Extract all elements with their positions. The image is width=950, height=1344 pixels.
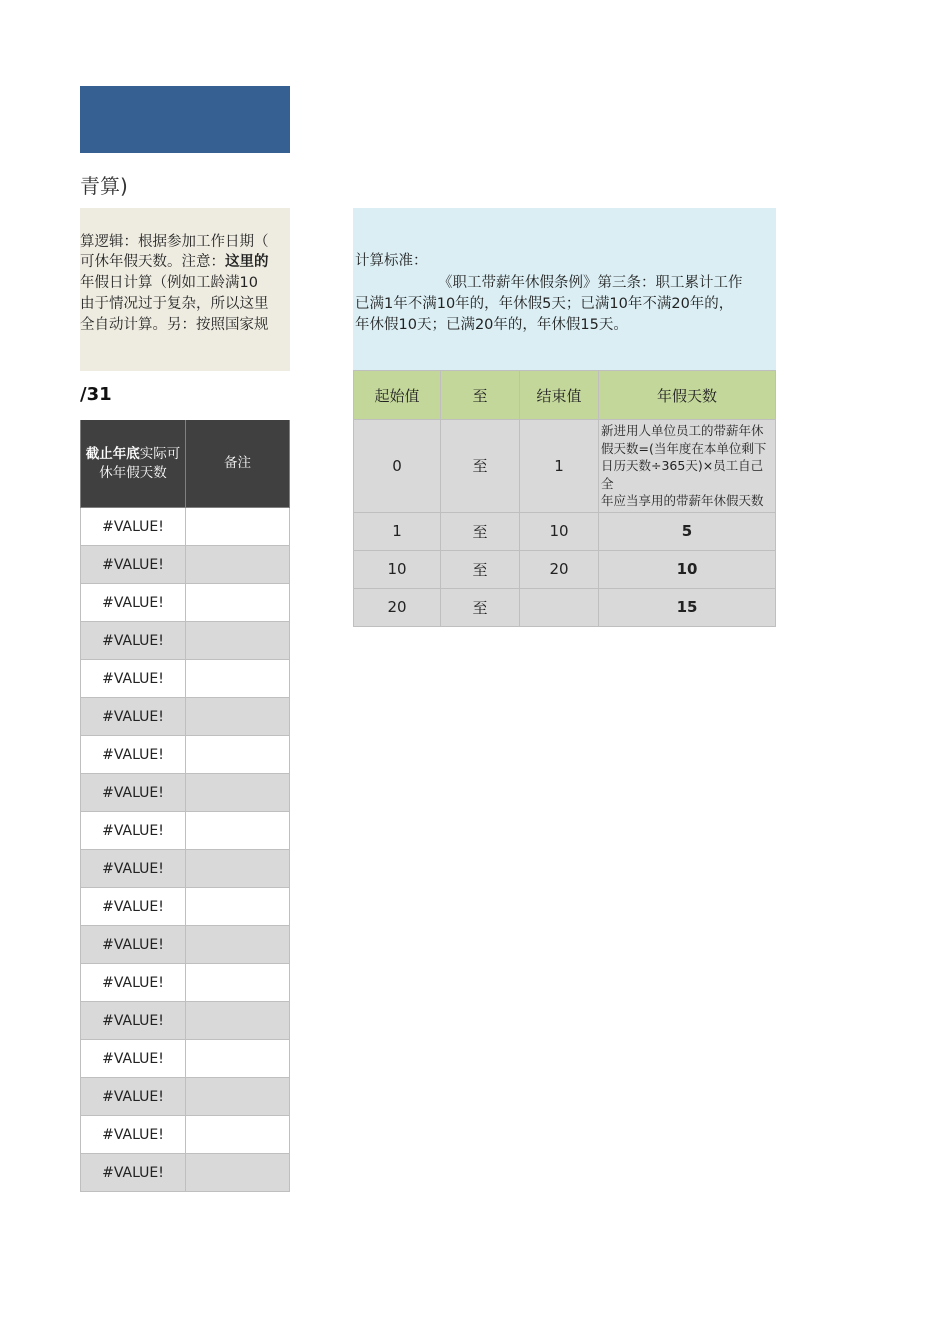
table-row bbox=[80, 546, 290, 584]
table-row bbox=[80, 888, 290, 926]
cell-actual-days[interactable]: #VALUE! bbox=[80, 1116, 186, 1154]
cell-actual-days[interactable]: #VALUE! bbox=[80, 698, 186, 736]
cell-actual-days[interactable]: #VALUE! bbox=[80, 622, 186, 660]
cell-to: 至 bbox=[441, 550, 520, 588]
cell-remarks[interactable] bbox=[186, 546, 290, 584]
cell-remarks[interactable] bbox=[186, 964, 290, 1002]
cell-actual-days[interactable]: #VALUE! bbox=[80, 1154, 186, 1192]
cell-actual-days[interactable]: #VALUE! bbox=[80, 964, 186, 1002]
logic-line-3: 年假日计算（例如工龄满10 bbox=[80, 275, 258, 291]
cell-days: 15 bbox=[599, 588, 776, 626]
logic-emphasis: 这里的 bbox=[225, 254, 269, 270]
cell-remarks[interactable] bbox=[186, 1002, 290, 1040]
page-subtitle: 青算) bbox=[80, 174, 128, 198]
cell-end: 20 bbox=[520, 550, 599, 588]
annual-leave-table bbox=[80, 420, 290, 1192]
cell-remarks[interactable] bbox=[186, 584, 290, 622]
standard-row-new-employee bbox=[354, 420, 776, 513]
cell-remarks[interactable] bbox=[186, 1154, 290, 1192]
standard-line-2: 已满1年不满10年的，年休假5天；已满10年不满20年的， bbox=[355, 296, 734, 312]
cell-start: 1 bbox=[354, 512, 441, 550]
cell-actual-days[interactable]: #VALUE! bbox=[80, 812, 186, 850]
cell-start: 10 bbox=[354, 550, 441, 588]
cell-actual-days[interactable]: #VALUE! bbox=[80, 850, 186, 888]
calculation-standard-note bbox=[353, 208, 776, 370]
calculation-logic-note bbox=[80, 208, 290, 371]
date-fragment: /31 bbox=[80, 384, 112, 405]
cell-actual-days[interactable]: #VALUE! bbox=[80, 736, 186, 774]
table-row bbox=[80, 1116, 290, 1154]
table-row bbox=[80, 850, 290, 888]
cell-actual-days[interactable]: #VALUE! bbox=[80, 1002, 186, 1040]
header-to: 至 bbox=[441, 371, 520, 420]
standard-row bbox=[354, 550, 776, 588]
cell-new-employee-formula: 新进用人单位员工的带薪年休 假天数=(当年度在本单位剩下 日历天数÷365天)×员工自己全 年应当享用的带薪年休假天数 bbox=[599, 420, 776, 513]
cell-days: 10 bbox=[599, 550, 776, 588]
table-row bbox=[80, 584, 290, 622]
table-row bbox=[80, 1002, 290, 1040]
table-row bbox=[80, 1154, 290, 1192]
table-row bbox=[80, 1040, 290, 1078]
standard-line-3: 年休假10天；已满20年的，年休假15天。 bbox=[355, 317, 628, 333]
header-actual-days: 截止年底实际可 休年假天数 bbox=[80, 420, 186, 508]
logic-line-5: 全自动计算。另：按照国家规 bbox=[80, 317, 269, 333]
header-remarks: 备注 bbox=[186, 420, 290, 508]
annual-leave-table-body bbox=[80, 508, 290, 1192]
cell-start: 20 bbox=[354, 588, 441, 626]
cell-remarks[interactable] bbox=[186, 736, 290, 774]
cell-actual-days[interactable]: #VALUE! bbox=[80, 508, 186, 546]
table-row bbox=[80, 736, 290, 774]
logic-line-1: 算逻辑：根据参加工作日期（ bbox=[80, 234, 269, 250]
standard-table-header bbox=[354, 371, 776, 420]
cell-to: 至 bbox=[441, 420, 520, 513]
cell-remarks[interactable] bbox=[186, 660, 290, 698]
standard-row bbox=[354, 588, 776, 626]
header-end-value: 结束值 bbox=[520, 371, 599, 420]
cell-remarks[interactable] bbox=[186, 508, 290, 546]
cell-end: 1 bbox=[520, 420, 599, 513]
cell-actual-days[interactable]: #VALUE! bbox=[80, 1078, 186, 1116]
cell-start: 0 bbox=[354, 420, 441, 513]
table-row bbox=[80, 660, 290, 698]
cell-remarks[interactable] bbox=[186, 1078, 290, 1116]
cell-actual-days[interactable]: #VALUE! bbox=[80, 774, 186, 812]
logic-line-4: 由于情况过于复杂，所以这里 bbox=[80, 296, 269, 312]
leave-standard-table bbox=[353, 370, 776, 627]
cell-remarks[interactable] bbox=[186, 1040, 290, 1078]
cell-days: 5 bbox=[599, 512, 776, 550]
cell-to: 至 bbox=[441, 512, 520, 550]
cell-remarks[interactable] bbox=[186, 698, 290, 736]
header-leave-days: 年假天数 bbox=[599, 371, 776, 420]
standard-row bbox=[354, 512, 776, 550]
cell-actual-days[interactable]: #VALUE! bbox=[80, 584, 186, 622]
cell-actual-days[interactable]: #VALUE! bbox=[80, 546, 186, 584]
header-start-value: 起始值 bbox=[354, 371, 441, 420]
title-banner bbox=[80, 86, 290, 153]
cell-remarks[interactable] bbox=[186, 888, 290, 926]
cell-actual-days[interactable]: #VALUE! bbox=[80, 926, 186, 964]
cell-remarks[interactable] bbox=[186, 1116, 290, 1154]
cell-remarks[interactable] bbox=[186, 926, 290, 964]
table-row bbox=[80, 964, 290, 1002]
table-row bbox=[80, 812, 290, 850]
cell-end: 10 bbox=[520, 512, 599, 550]
cell-remarks[interactable] bbox=[186, 622, 290, 660]
table-row bbox=[80, 774, 290, 812]
cell-actual-days[interactable]: #VALUE! bbox=[80, 888, 186, 926]
standard-line-1: 《职工带薪年休假条例》第三条：职工累计工作 bbox=[438, 275, 743, 291]
cell-remarks[interactable] bbox=[186, 850, 290, 888]
table-row bbox=[80, 622, 290, 660]
cell-actual-days[interactable]: #VALUE! bbox=[80, 660, 186, 698]
cell-end bbox=[520, 588, 599, 626]
annual-leave-table-header bbox=[80, 420, 290, 508]
table-row bbox=[80, 926, 290, 964]
table-row bbox=[80, 698, 290, 736]
cell-remarks[interactable] bbox=[186, 812, 290, 850]
table-row bbox=[80, 1078, 290, 1116]
cell-to: 至 bbox=[441, 588, 520, 626]
logic-line-2: 可休年假天数。注意：这里的 bbox=[80, 254, 269, 270]
standard-label: 计算标准： bbox=[355, 253, 428, 269]
cell-actual-days[interactable]: #VALUE! bbox=[80, 1040, 186, 1078]
table-row bbox=[80, 508, 290, 546]
cell-remarks[interactable] bbox=[186, 774, 290, 812]
